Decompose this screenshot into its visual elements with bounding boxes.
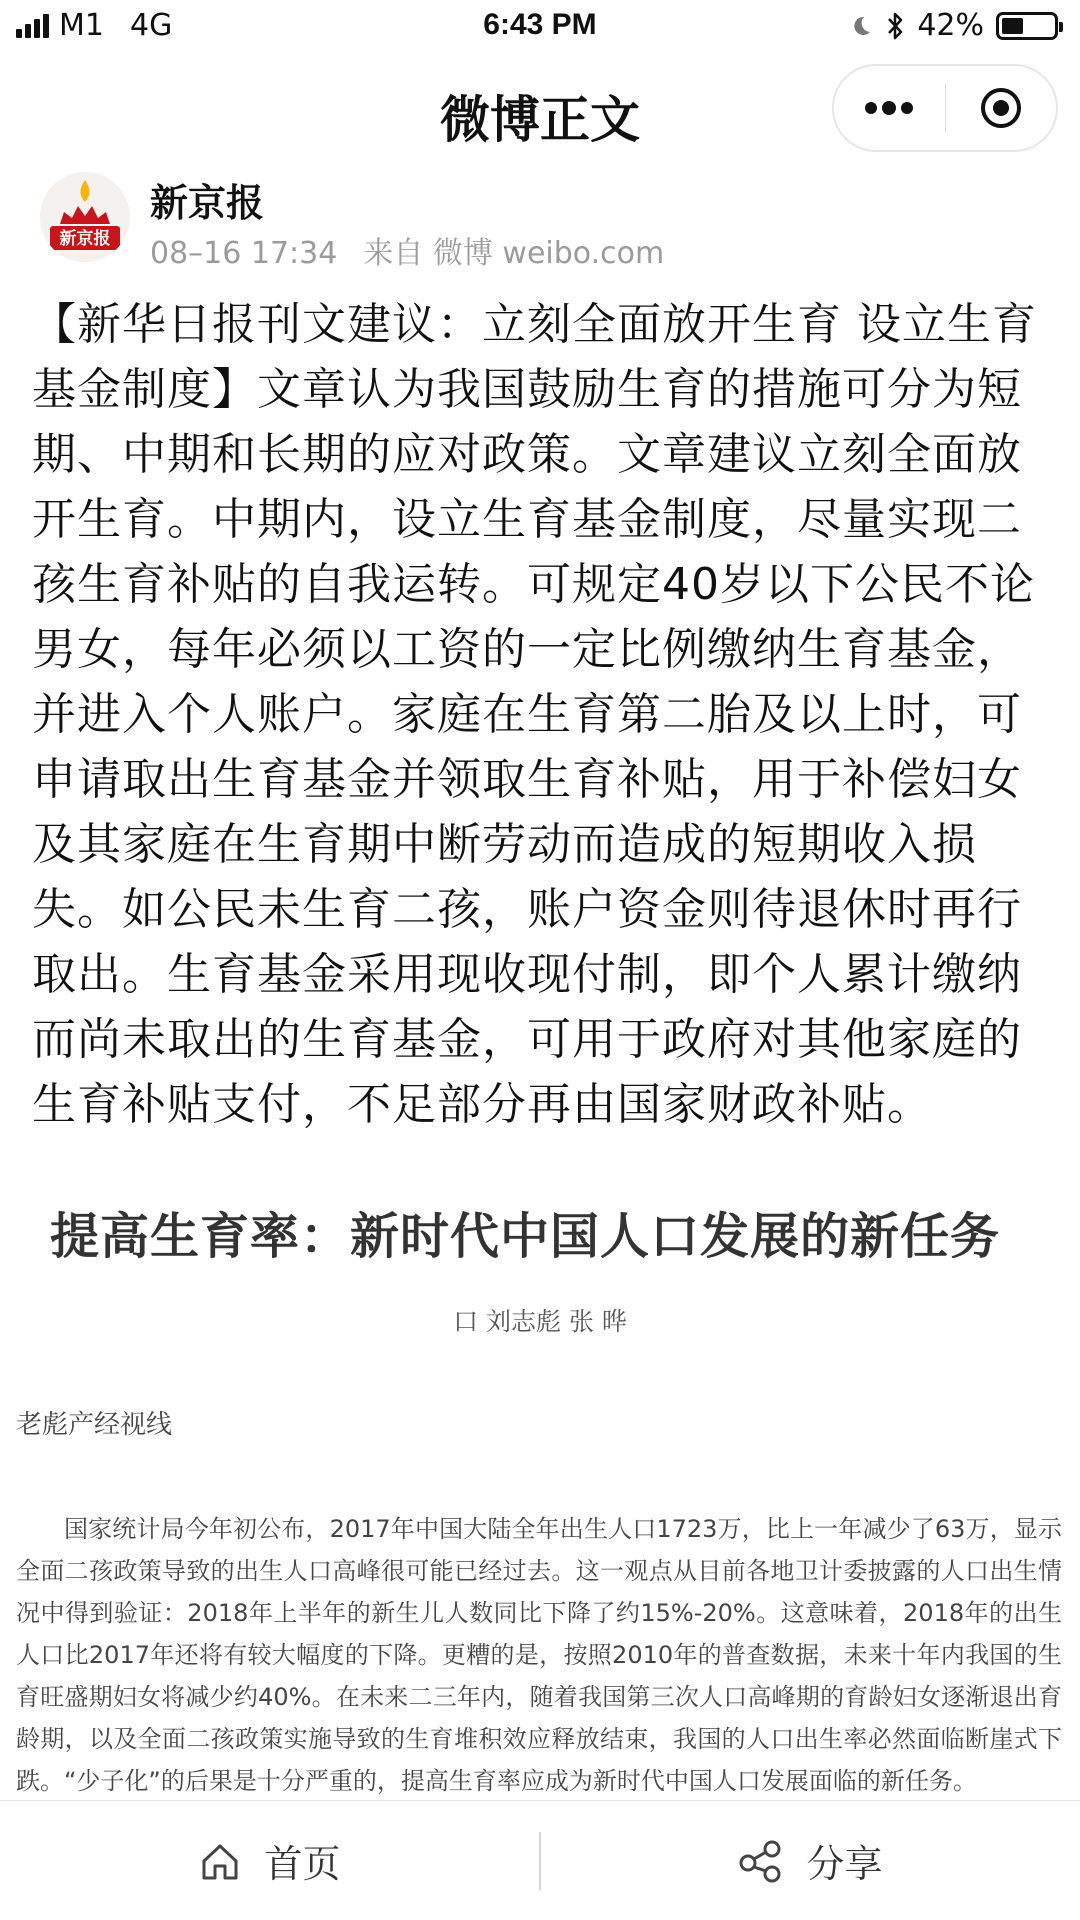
avatar[interactable] (40, 172, 130, 262)
bluetooth-icon (885, 11, 905, 41)
network-label: 4G (129, 8, 173, 43)
article-image[interactable] (0, 1172, 1080, 1800)
status-bar (0, 0, 1080, 54)
page-title: 微博正文 (440, 91, 640, 149)
more-button[interactable] (834, 66, 945, 150)
share-button[interactable] (541, 1833, 1080, 1888)
share-icon (738, 1839, 784, 1883)
article-authors: 口 刘志彪 张 晔 (453, 1307, 627, 1336)
more-dots-icon (864, 101, 914, 115)
battery-icon (996, 12, 1058, 40)
status-right (849, 8, 1058, 43)
share-label: 分享 (806, 1842, 883, 1886)
post-text: 【新华日报刊文建议：立刻全面放开生育 设立生育基金制度】文章认为我国鼓励生育的措施可分为短期、中期和长期的应对政策。文章建议立刻全面放开生育。中期内，设立生育基金制度，尽量实现二孩生育补贴的自我运转。可规定40岁以下公民不论男女，每年必须以工资的一定比例缴纳生育基金，并进入个人账户。家庭在生育第二胎及以上时，可申请取出生育基金并领取生育补贴，用于补偿妇女及其家庭在生育期中断劳动而造成的短期收入损失。如公民未生育二孩，账户资金则待退休时再行取出。生育基金采用现收现付制，即个人累计缴纳而尚未取出的生育基金，可用于政府对其他家庭的生育补贴支付，不足部分再由国家财政补贴。 (32, 299, 1037, 1130)
article-body: 国家统计局今年初公布，2017年中国大陆全年出生人口1723万，比上一年减少了63万，显示全面二孩政策导致的出生人口高峰很可能已经过去。这一观点从目前各地卫计委披露的人口出生情况中得到验证：2018年上半年的新生儿人数同比下降了约15%-20%。这意味着，2018年的出生人口比2017年还将有较大幅度的下降。更糟的是，按照2010年的普查数据，未来十年内我国的生育旺盛期妇女将减少约40%。在未来二三年内，随着我国第三次人口高峰期的育龄妇女逐渐退出育龄期，以及全面二孩政策实施导致的生育堆积效应释放结束，我国的人口出生率必然面临断崖式下跌。“少子化”的后果是十分严重的，提高生育率应成为新时代中国人口发展面临的新任务。 (16, 1515, 1062, 1795)
status-time: 6:43 PM (483, 8, 597, 41)
article-source: 老彪产经视线 (16, 1410, 173, 1440)
post-meta (150, 228, 690, 272)
close-button[interactable] (945, 66, 1056, 150)
home-label: 首页 (264, 1842, 341, 1886)
moon-icon (849, 14, 873, 38)
author-name[interactable]: 新京报 (150, 181, 265, 225)
avatar-text: 新京报 (59, 229, 111, 249)
newspaper-logo-icon (40, 172, 130, 262)
home-button[interactable] (0, 1833, 539, 1888)
bottom-bar (0, 1800, 1080, 1920)
target-close-icon (979, 86, 1023, 130)
post-source: 来自 微博 weibo.com (363, 236, 665, 271)
battery-percent: 42% (917, 8, 984, 43)
nav-bar (0, 54, 1080, 164)
carrier-label: M1 (59, 8, 104, 43)
article-title: 提高生育率：新时代中国人口发展的新任务 (50, 1208, 1001, 1265)
home-icon (198, 1839, 242, 1883)
post-date: 08–16 17:34 (150, 236, 338, 271)
mini-program-capsule (832, 64, 1058, 152)
